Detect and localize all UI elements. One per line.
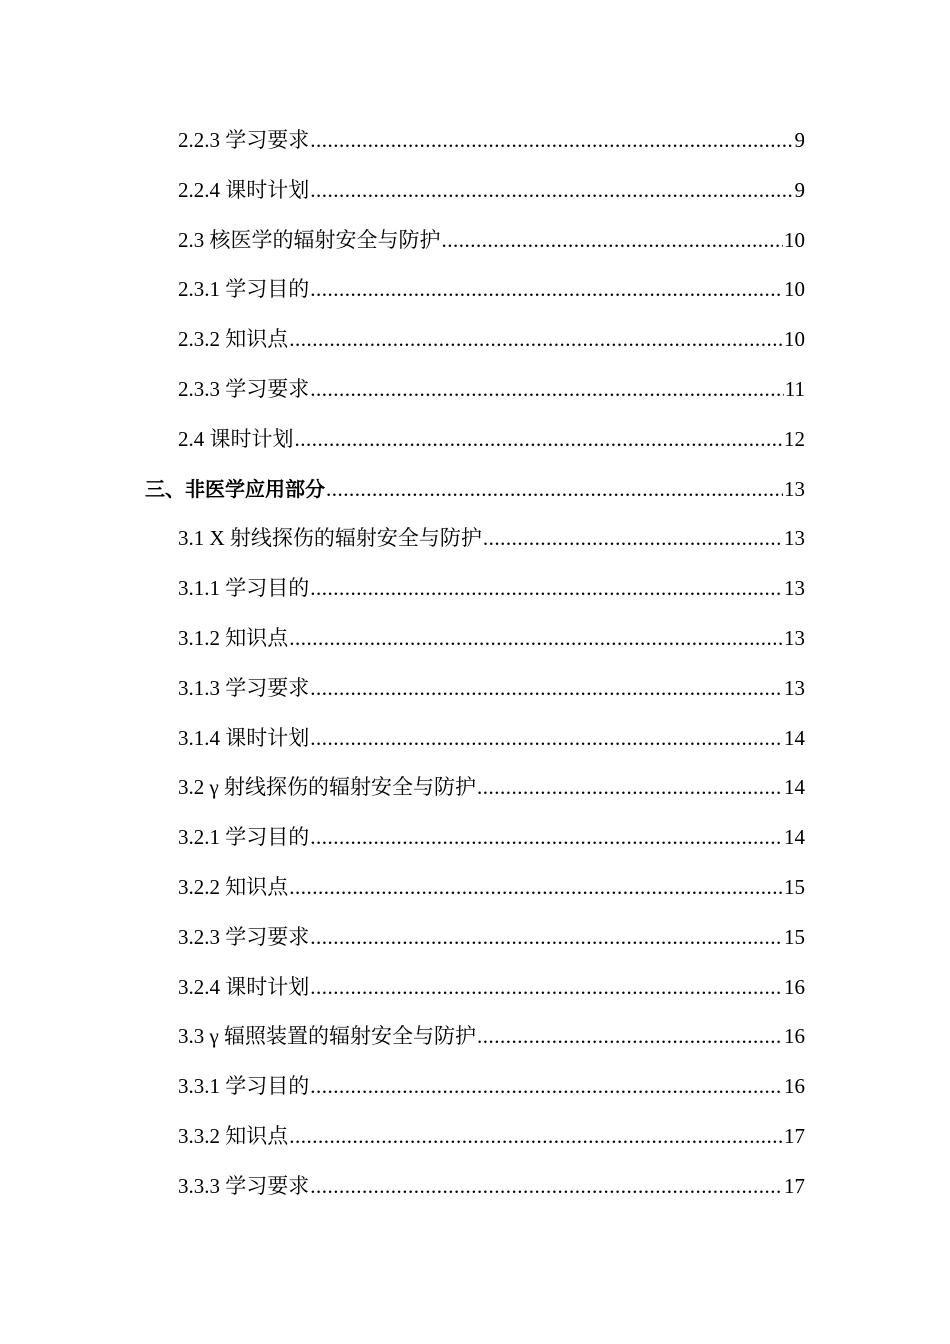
toc-page-number: 12 xyxy=(784,426,805,451)
toc-entry[interactable] xyxy=(0,975,950,1025)
toc-page-number: 15 xyxy=(784,874,805,899)
toc-entry[interactable] xyxy=(0,576,950,626)
toc-dot-leader xyxy=(310,128,793,152)
toc-chapter-entry[interactable] xyxy=(0,477,950,527)
toc-entry[interactable] xyxy=(0,228,950,278)
toc-entry[interactable] xyxy=(0,178,950,228)
toc-page-number: 16 xyxy=(784,1074,805,1099)
toc-page-number: 17 xyxy=(784,1123,805,1148)
toc-entry[interactable] xyxy=(0,676,950,726)
toc-entry[interactable] xyxy=(0,277,950,327)
toc-page-number: 11 xyxy=(784,376,805,401)
toc-entry-label: 3.2.4 课时计划 xyxy=(178,974,310,999)
toc-entry-label: 2.3.2 知识点 xyxy=(178,327,289,352)
toc-entry-label: 3.3.1 学习目的 xyxy=(178,1074,310,1099)
toc-entry-label: 3.1.4 课时计划 xyxy=(178,725,310,750)
toc-dot-leader xyxy=(289,327,783,351)
toc-entry-label: 3.2.3 学习要求 xyxy=(178,924,310,949)
toc-entry[interactable] xyxy=(0,875,950,925)
toc-dot-leader xyxy=(310,676,783,700)
toc-entry[interactable] xyxy=(0,1174,950,1224)
toc-entry-label: 3.2.2 知识点 xyxy=(178,874,289,899)
toc-entry[interactable] xyxy=(0,775,950,825)
toc-page-number: 14 xyxy=(784,725,805,750)
toc-page-number: 13 xyxy=(784,526,805,551)
toc-page-number: 16 xyxy=(784,1024,805,1049)
toc-entry-label: 3.1 X 射线探伤的辐射安全与防护 xyxy=(178,526,482,551)
toc-entry-label: 2.3 核医学的辐射安全与防护 xyxy=(178,227,441,252)
toc-entry[interactable] xyxy=(0,1024,950,1074)
toc-entry-label: 3.1.2 知识点 xyxy=(178,625,289,650)
toc-dot-leader xyxy=(295,427,784,451)
toc-page-number: 10 xyxy=(784,277,805,302)
toc-entry-label: 3.2 γ 射线探伤的辐射安全与防护 xyxy=(178,775,477,800)
toc-dot-leader xyxy=(289,626,783,650)
toc-dot-leader xyxy=(483,526,783,550)
toc-page-number: 14 xyxy=(784,825,805,850)
toc-page-number: 13 xyxy=(784,476,805,501)
toc-entry[interactable] xyxy=(0,427,950,477)
toc-page-number: 10 xyxy=(784,227,805,252)
toc-entry-label: 2.2.3 学习要求 xyxy=(178,128,310,152)
toc-page-number: 13 xyxy=(784,675,805,700)
toc-dot-leader xyxy=(477,775,783,799)
toc-dot-leader xyxy=(310,1074,783,1098)
toc-dot-leader xyxy=(326,477,783,501)
toc-page-number: 10 xyxy=(784,327,805,352)
toc-entry[interactable] xyxy=(0,726,950,776)
toc-page-number: 14 xyxy=(784,775,805,800)
toc-entry-label: 2.3.1 学习目的 xyxy=(178,277,310,302)
toc-entry[interactable] xyxy=(0,626,950,676)
toc-entry-label: 2.4 课时计划 xyxy=(178,426,294,451)
toc-dot-leader xyxy=(310,178,793,202)
toc-entry[interactable] xyxy=(0,1124,950,1174)
toc-entry-label: 3.2.1 学习目的 xyxy=(178,825,310,850)
toc-entry-label: 2.3.3 学习要求 xyxy=(178,376,310,401)
toc-chapter-label: 三、非医学应用部分 xyxy=(145,476,325,501)
toc-page-number: 13 xyxy=(784,625,805,650)
toc-page-number: 15 xyxy=(784,924,805,949)
toc-page-number: 9 xyxy=(794,177,805,202)
toc-dot-leader xyxy=(310,377,784,401)
toc-entry[interactable] xyxy=(0,327,950,377)
toc-dot-leader xyxy=(310,726,783,750)
toc-entry[interactable] xyxy=(0,128,950,178)
toc-page-number: 16 xyxy=(784,974,805,999)
toc-entry-label: 3.1.1 学习目的 xyxy=(178,576,310,601)
toc-entry-label: 3.1.3 学习要求 xyxy=(178,675,310,700)
toc-entry[interactable] xyxy=(0,1074,950,1124)
toc-entry[interactable] xyxy=(0,825,950,875)
toc-entry[interactable] xyxy=(0,925,950,975)
toc-dot-leader xyxy=(310,1174,783,1198)
toc-dot-leader xyxy=(310,277,783,301)
toc-entry[interactable] xyxy=(0,526,950,576)
toc-dot-leader xyxy=(289,875,783,899)
toc-page-number: 13 xyxy=(784,576,805,601)
toc-entry-label: 3.3.3 学习要求 xyxy=(178,1173,310,1198)
toc-entry-label: 3.3 γ 辐照装置的辐射安全与防护 xyxy=(178,1024,477,1049)
toc-dot-leader xyxy=(442,228,784,252)
toc-dot-leader xyxy=(310,975,783,999)
toc-dot-leader xyxy=(310,925,783,949)
toc-dot-leader xyxy=(310,825,783,849)
toc-dot-leader xyxy=(289,1124,783,1148)
toc-entry-label: 2.2.4 课时计划 xyxy=(178,177,310,202)
toc-page-number: 9 xyxy=(794,128,805,152)
toc-page-number: 17 xyxy=(784,1173,805,1198)
toc-entry[interactable] xyxy=(0,377,950,427)
toc-entry-label: 3.3.2 知识点 xyxy=(178,1123,289,1148)
toc-dot-leader xyxy=(310,576,783,600)
toc-dot-leader xyxy=(477,1024,783,1048)
table-of-contents xyxy=(0,128,950,1224)
